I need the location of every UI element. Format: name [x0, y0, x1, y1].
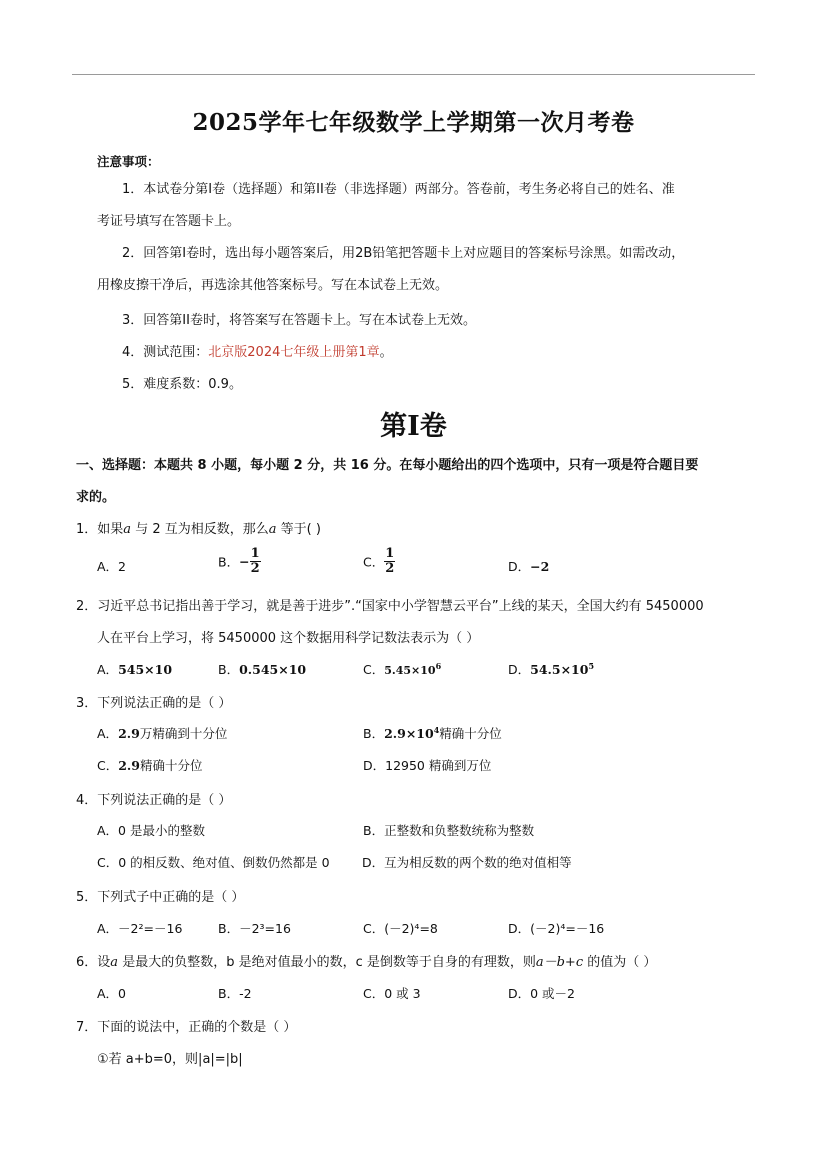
q1-option-b — [218, 547, 261, 576]
q1-stem-part-a: 1．如果 — [76, 522, 124, 537]
q2-option-d-exponent: 5 — [588, 660, 595, 671]
q1-option-d — [508, 557, 549, 575]
page-title: 2025学年七年级数学上学期第一次月考卷 — [192, 109, 635, 136]
q2-option-d-label: D． — [508, 662, 531, 677]
q1-option-b-numerator: 1 — [250, 546, 260, 561]
section-1-line-1: 一、选择题：本题共 8 小题，每小题 2 分，共 16 分。在每小题给出的四个选项中，只有一项是符合题目要 — [76, 458, 699, 473]
header-rule — [72, 74, 755, 75]
q2-option-b-value: 0.545×10 — [239, 662, 307, 677]
q1-var-a: a — [123, 522, 132, 537]
q3-option-a-text: 万精确到十分位 — [139, 726, 228, 741]
q3-option-b-label: B． — [363, 726, 385, 741]
q6-option-c: C．0 或 3 — [363, 986, 421, 1001]
q6-option-a: A．0 — [97, 986, 127, 1001]
notice-item-4 — [122, 343, 393, 363]
q3-option-b-base: 2.9×10 — [384, 726, 434, 741]
q6-expression: a－b+c — [535, 955, 584, 970]
q3-option-c — [97, 756, 203, 774]
q1-option-b-denominator: 2 — [250, 561, 260, 576]
q6-option-b: B．-2 — [218, 986, 252, 1001]
notice-item-2-line-1: 2．回答第I卷时，选出每小题答案后，用2B铅笔把答题卡上对应题目的答案标号涂黑。如需改动， — [122, 246, 685, 261]
question-6-stem — [76, 951, 656, 970]
q6-stem-part-c: 的值为（ ） — [587, 955, 657, 970]
q1-option-c-denominator: 2 — [385, 561, 395, 576]
notice-item-5: 5．难度系数：0.9。 — [122, 377, 242, 392]
q3-option-a-label: A． — [97, 726, 119, 741]
notice-item-3: 3．回答第II卷时，将答案写在答题卡上。写在本试卷上无效。 — [122, 313, 476, 328]
q6-var-a: a — [110, 955, 119, 970]
q2-option-a-value: 545×10 — [118, 662, 173, 677]
q1-var-a-2: a — [268, 522, 277, 537]
test-scope: 北京版2024七年级上册第1章 — [208, 345, 380, 360]
q3-option-a — [97, 724, 227, 742]
q3-option-c-value: 2.9 — [118, 758, 140, 773]
q2-option-a-label: A． — [97, 662, 119, 677]
q7-statement-1: ①若 a+b=0，则|a|=|b| — [97, 1052, 243, 1067]
q4-option-d: D．互为相反数的两个数的绝对值相等 — [362, 855, 572, 870]
q1-option-b-label: B． — [218, 554, 240, 570]
notice-item-1-line-1: 1．本试卷分第I卷（选择题）和第II卷（非选择题）两部分。答卷前，考生务必将自己的姓名、准 — [122, 182, 675, 197]
q3-option-b — [363, 724, 502, 742]
q3-option-d: D．12950 精确到万位 — [363, 758, 492, 773]
q2-option-c-exponent: 6 — [435, 660, 442, 671]
notice-item-2-line-2: 用橡皮擦干净后，再选涂其他答案标号。写在本试卷上无效。 — [97, 278, 449, 293]
q4-option-c: C．0 的相反数、绝对值、倒数仍然都是 0 — [97, 855, 330, 870]
q3-option-c-text: 精确十分位 — [139, 758, 203, 773]
question-1-stem — [76, 518, 321, 537]
q2-option-d-base: 54.5×10 — [530, 662, 589, 677]
q1-stem-part-c: 等于( ) — [280, 522, 321, 537]
q3-option-c-label: C． — [97, 758, 119, 773]
question-2-line-2: 人在平台上学习，将 5450000 这个数据用科学记数法表示为（ ） — [97, 631, 480, 646]
q2-option-c — [363, 660, 441, 678]
q1-option-a: A．2 — [97, 559, 127, 574]
q2-option-b-label: B． — [218, 662, 240, 677]
question-5-stem: 5．下列式子中正确的是（ ） — [76, 890, 245, 905]
q3-option-b-text: 精确十分位 — [439, 726, 502, 741]
notice-item-4-suffix: 。 — [379, 345, 393, 360]
question-3-stem: 3．下列说法正确的是（ ） — [76, 696, 232, 711]
q6-stem-part-b: 是最大的负整数，b 是绝对值最小的数，c 是倒数等于自身的有理数，则 — [122, 955, 536, 970]
question-7-stem: 7．下面的说法中，正确的个数是（ ） — [76, 1020, 297, 1035]
q4-option-b: B．正整数和负整数统称为整数 — [363, 823, 535, 838]
q3-option-a-value: 2.9 — [118, 726, 140, 741]
q2-option-c-base: 5.45×10 — [384, 664, 436, 677]
q2-option-c-label: C． — [363, 662, 385, 677]
q1-option-c-label: C． — [363, 554, 385, 570]
q2-option-a — [97, 660, 172, 678]
q6-option-d: D．0 或－2 — [508, 986, 576, 1001]
notice-heading: 注意事项： — [97, 154, 160, 169]
q5-option-d: D．(－2)⁴=－16 — [508, 921, 605, 936]
notice-item-1-line-2: 考证号填写在答题卡上。 — [97, 214, 241, 229]
q1-stem-part-b: 与 2 互为相反数，那么 — [135, 522, 269, 537]
volume-title: 第I卷 — [380, 411, 447, 442]
q1-option-b-sign: − — [239, 554, 250, 569]
q1-option-c-numerator: 1 — [385, 546, 395, 561]
q4-option-a: A．0 是最小的整数 — [97, 823, 205, 838]
q5-option-a: A．－2²=－16 — [97, 921, 183, 936]
notice-item-4-prefix: 4．测试范围： — [122, 345, 209, 360]
q1-option-c — [363, 547, 395, 576]
question-2-line-1: 2．习近平总书记指出善于学习，就是善于进步”.“国家中小学智慧云平台”上线的某天，全国大约有 5450000 — [76, 599, 704, 614]
section-1-line-2: 求的。 — [76, 490, 116, 505]
q5-option-c: C．(－2)⁴=8 — [363, 921, 438, 936]
q1-option-d-label: D． — [508, 559, 531, 574]
q2-option-b — [218, 660, 306, 678]
q1-option-d-value: −2 — [530, 559, 550, 574]
question-4-stem: 4．下列说法正确的是（ ） — [76, 793, 232, 808]
q2-option-d — [508, 660, 594, 678]
q3-option-b-exponent: 4 — [433, 724, 440, 735]
q6-stem-part-a: 6．设 — [76, 955, 111, 970]
q1-option-b-fraction — [250, 547, 261, 576]
q5-option-b: B．－2³=16 — [218, 921, 291, 936]
q1-option-c-fraction — [384, 547, 395, 576]
